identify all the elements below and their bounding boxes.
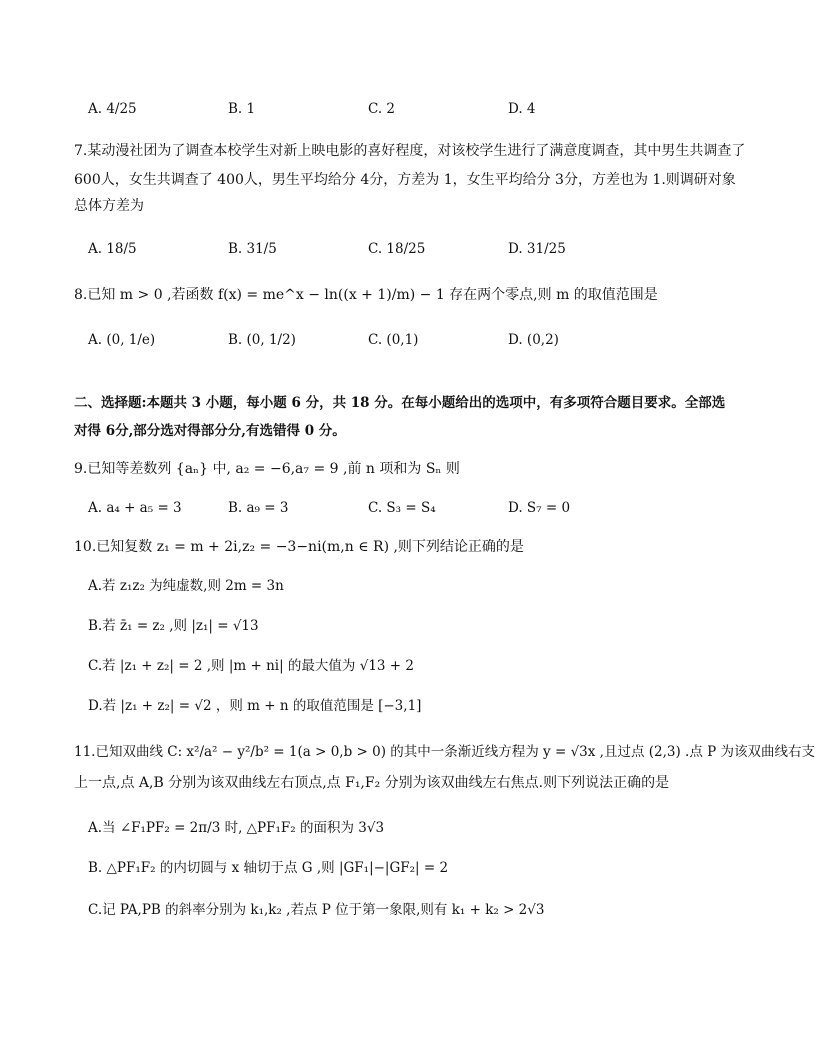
q10-option-b: B.若 z̄₁ = z₂ ,则 |z₁| = √13 (88, 618, 259, 634)
section-2-heading-line-1: 二、选择题:本题共 3 小题，每小题 6 分，共 18 分。在每小题给出的选项中，有多项符合题目要求。全部选 (74, 395, 726, 411)
q9-option-b: B. a₉ = 3 (228, 500, 289, 516)
q7-option-d: D. 31/25 (508, 241, 566, 257)
q8-option-a: A. (0, 1/e) (88, 332, 156, 348)
q6-option-d: D. 4 (508, 101, 536, 117)
q11-text-line-1: 11.已知双曲线 C: x²/a² − y²/b² = 1(a > 0,b > 0) 的其中一条渐近线方程为 y = √3x ,且过点 (2,3) .点 P 为该双曲线右支 (74, 744, 815, 760)
q9-option-c: C. S₃ = S₄ (368, 500, 436, 516)
q6-option-a: A. 4/25 (88, 101, 137, 117)
q7-text-line-2: 600人，女生共调查了 400人，男生平均给分 4分，方差为 1，女生平均给分 3分，方差也为 1.则调研对象 (74, 172, 736, 188)
q9-option-d: D. S₇ = 0 (508, 500, 571, 516)
q11-option-b: B. △PF₁F₂ 的内切圆与 x 轴切于点 G ,则 |GF₁|−|GF₂| = 2 (88, 860, 449, 876)
q10-text-line-1: 10.已知复数 z₁ = m + 2i,z₂ = −3−ni(m,n ∈ R) ,则下列结论正确的是 (74, 539, 524, 555)
q10-option-a: A.若 z₁z₂ 为纯虚数,则 2m = 3n (88, 578, 284, 594)
q7-text-line-1: 7.某动漫社团为了调查本校学生对新上映电影的喜好程度，对该校学生进行了满意度调查，其中男生共调查了 (74, 143, 746, 159)
q7-option-c: C. 18/25 (368, 241, 426, 257)
q6-option-b: B. 1 (228, 101, 256, 117)
q8-text-line-1: 8.已知 m > 0 ,若函数 f(x) = me^x − ln((x + 1)/m) − 1 存在两个零点,则 m 的取值范围是 (74, 287, 658, 303)
q10-option-d: D.若 |z₁ + z₂| = √2 ，则 m + n 的取值范围是 [−3,1] (88, 698, 422, 714)
q7-option-b: B. 31/5 (228, 241, 277, 257)
q9-text-line-1: 9.已知等差数列 {aₙ} 中, a₂ = −6,a₇ = 9 ,前 n 项和为 Sₙ 则 (74, 461, 460, 477)
section-2-heading-line-2: 对得 6分,部分选对得部分分,有选错得 0 分。 (74, 423, 346, 439)
q7-text-line-3: 总体方差为 (74, 198, 144, 214)
q8-option-b: B. (0, 1/2) (228, 332, 296, 348)
q10-option-c: C.若 |z₁ + z₂| = 2 ,则 |m + ni| 的最大值为 √13 + 2 (88, 658, 414, 674)
q11-option-c: C.记 PA,PB 的斜率分别为 k₁,k₂ ,若点 P 位于第一象限,则有 k₁ + k₂ > 2√3 (88, 902, 545, 918)
q8-option-d: D. (0,2) (508, 332, 559, 348)
q11-text-line-2: 上一点,点 A,B 分别为该双曲线左右顶点,点 F₁,F₂ 分别为该双曲线左右焦点.则下列说法正确的是 (74, 775, 670, 791)
q9-option-a: A. a₄ + a₅ = 3 (88, 500, 182, 516)
q11-option-a: A.当 ∠F₁PF₂ = 2π/3 时, △PF₁F₂ 的面积为 3√3 (88, 820, 385, 836)
q6-option-c: C. 2 (368, 101, 396, 117)
q7-option-a: A. 18/5 (88, 241, 137, 257)
q8-option-c: C. (0,1) (368, 332, 419, 348)
